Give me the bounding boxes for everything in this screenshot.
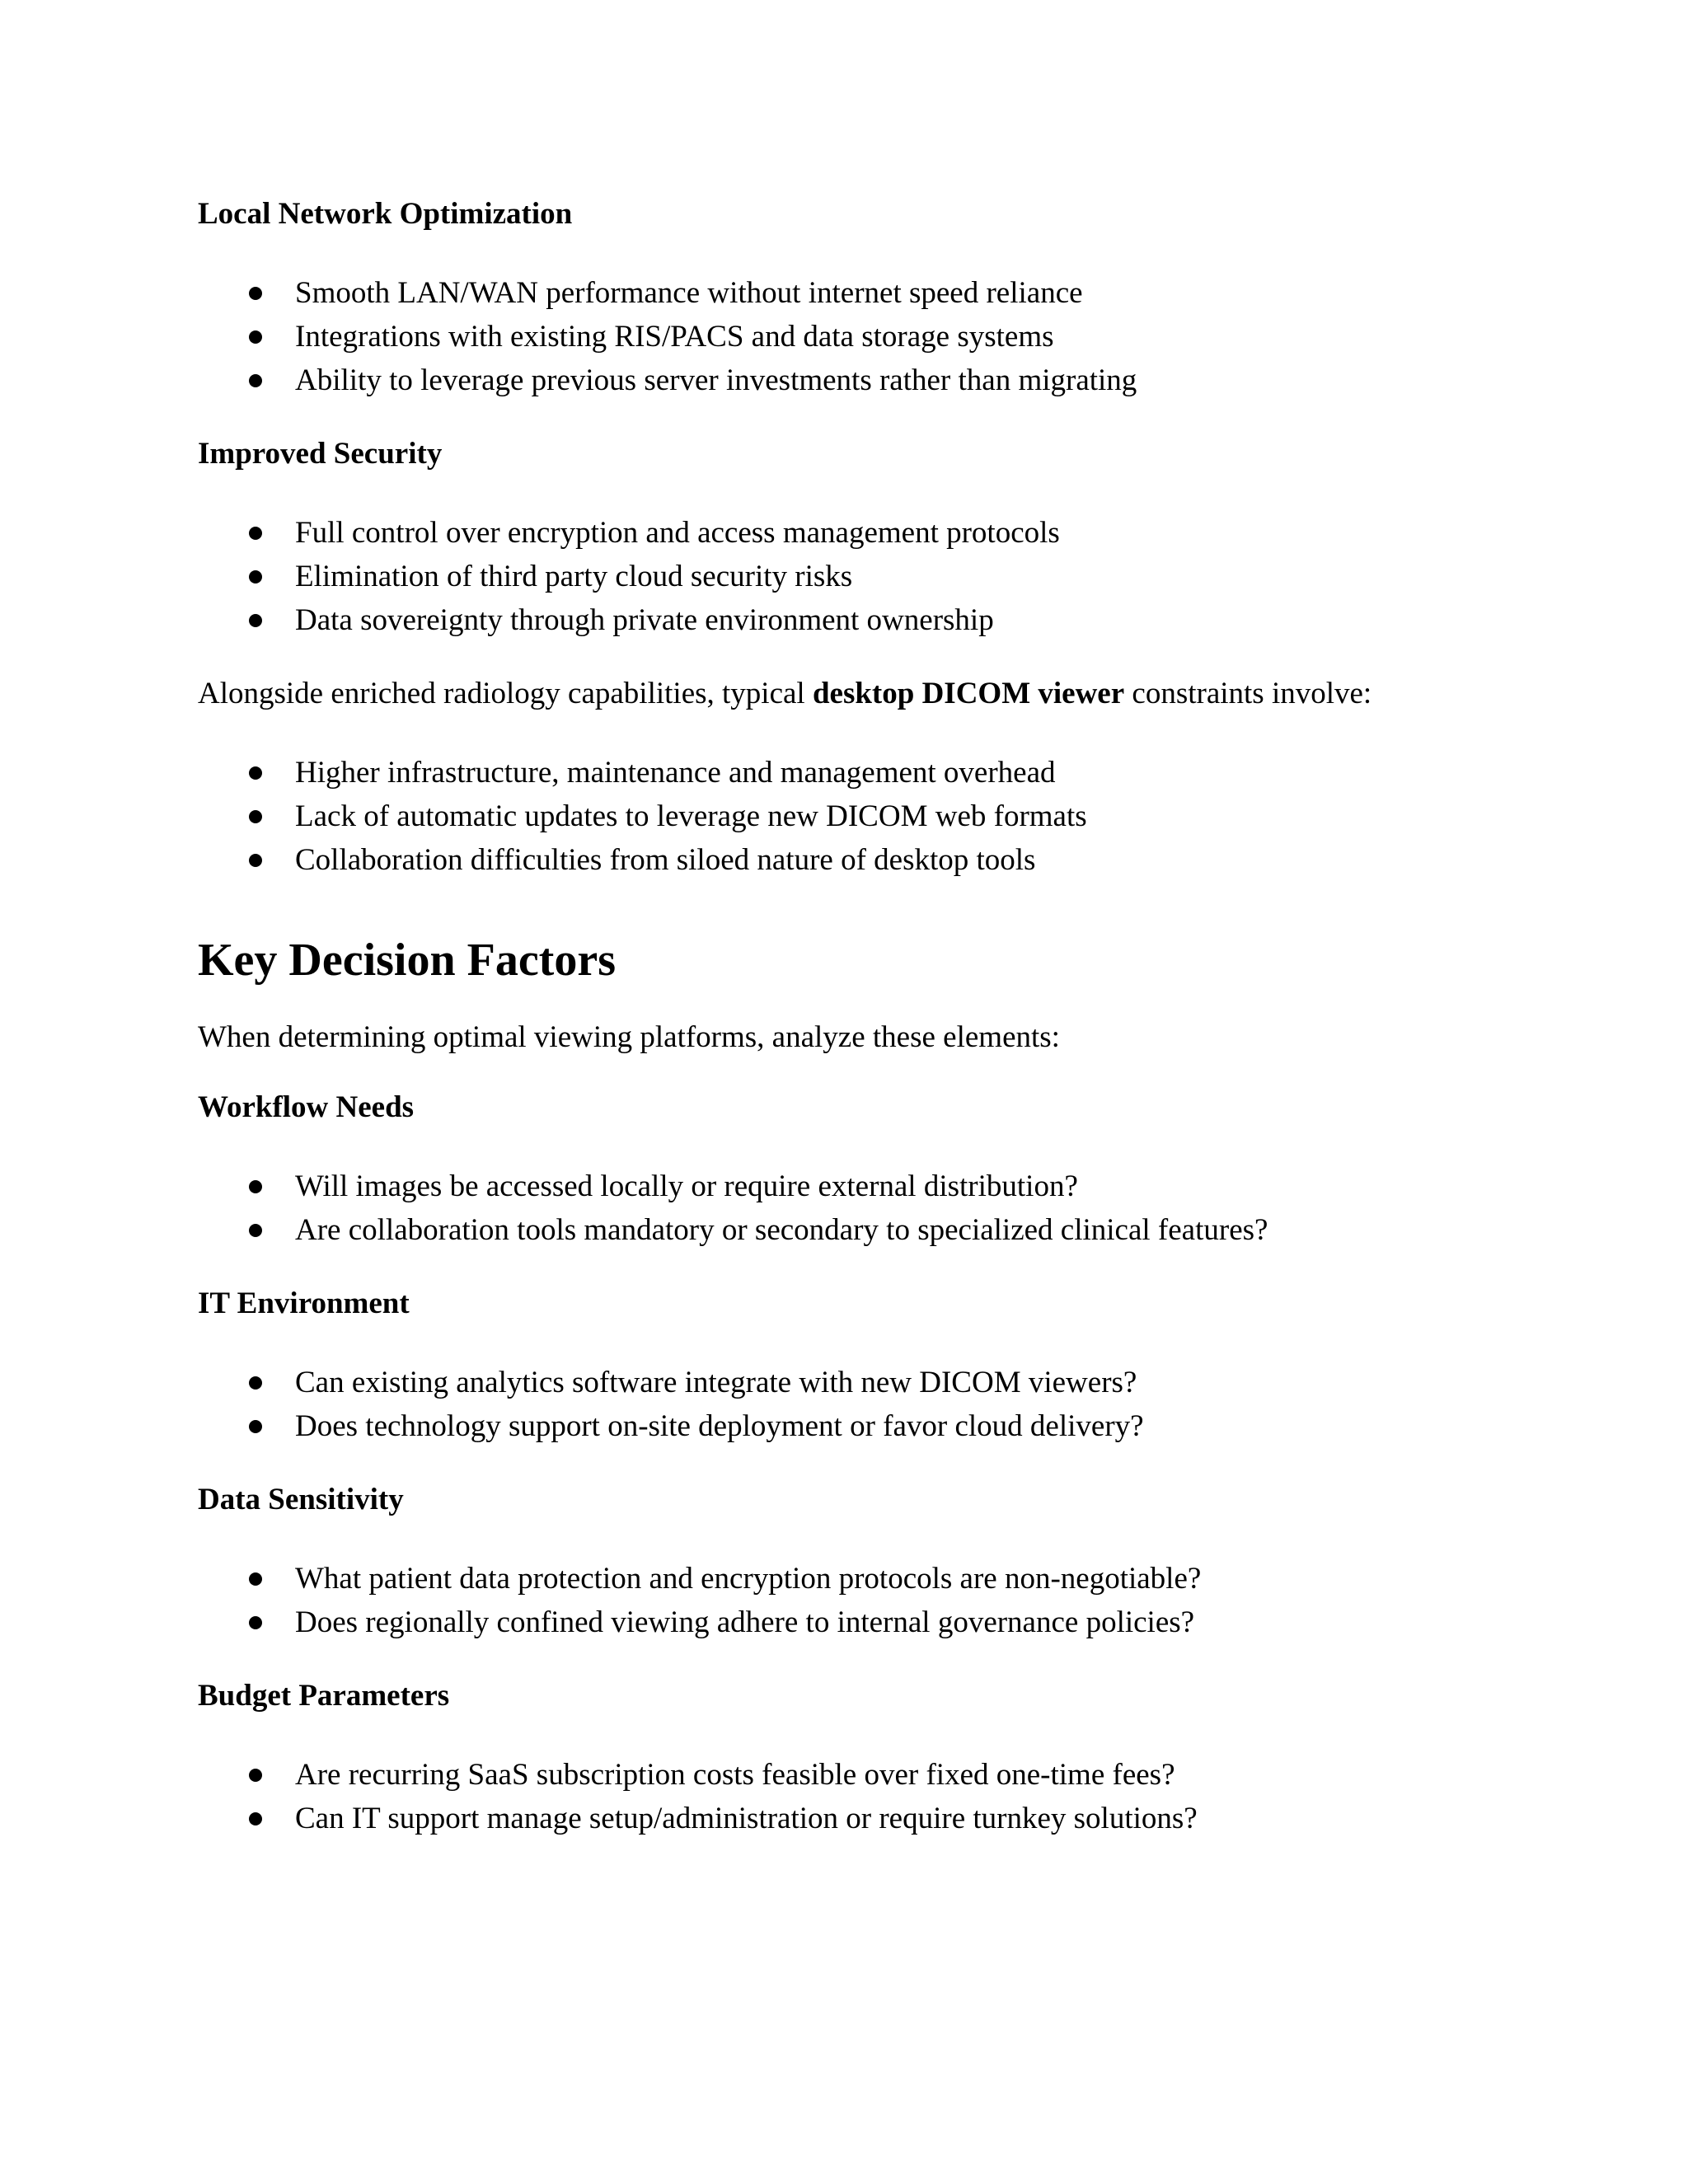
list-item [198, 315, 1599, 359]
document-page [198, 196, 1599, 1840]
bullet-icon [249, 810, 262, 823]
list-item-text: Smooth LAN/WAN performance without internet speed reliance [295, 276, 1083, 310]
bullet-icon [249, 1420, 262, 1433]
list-item [198, 359, 1599, 402]
list-item-text: Higher infrastructure, maintenance and management overhead [295, 756, 1056, 790]
bullet-icon [249, 1224, 262, 1237]
list-item-text: Integrations with existing RIS/PACS and data storage systems [295, 320, 1054, 354]
list-item-text: Does regionally confined viewing adhere to internal governance policies? [295, 1605, 1195, 1639]
list-item [198, 751, 1599, 794]
list-item-text: Data sovereignty through private environment ownership [295, 603, 994, 637]
list-item-text: Will images be accessed locally or require external distribution? [295, 1169, 1078, 1203]
bullet-icon [249, 527, 262, 540]
list-item-text: Does technology support on-site deployment or favor cloud delivery? [295, 1409, 1144, 1443]
bullet-icon [249, 330, 262, 344]
bullet-list-workflow-needs [198, 1165, 1599, 1252]
bullet-icon [249, 1572, 262, 1586]
bullet-icon [249, 1769, 262, 1782]
section-heading-improved-security: Improved Security [198, 437, 443, 471]
list-item-text: Are collaboration tools mandatory or secondary to specialized clinical features? [295, 1213, 1268, 1247]
bullet-icon [249, 1812, 262, 1825]
list-item-text: Collaboration difficulties from siloed nature of desktop tools [295, 843, 1036, 877]
list-item-text: Elimination of third party cloud security risks [295, 560, 853, 593]
list-item [198, 555, 1599, 598]
bullet-list-improved-security [198, 511, 1599, 642]
page-title-key-decision-factors: Key Decision Factors [198, 935, 616, 986]
list-item [198, 271, 1599, 315]
constraints-intro-paragraph [198, 676, 1599, 712]
bullet-icon [249, 614, 262, 627]
list-item-text: Ability to leverage previous server investments rather than migrating [295, 363, 1137, 397]
list-item [198, 1361, 1599, 1404]
list-item-text: Can existing analytics software integrate with new DICOM viewers? [295, 1366, 1137, 1399]
bullet-icon [249, 766, 262, 780]
section-heading-budget-parameters: Budget Parameters [198, 1679, 450, 1713]
list-item [198, 511, 1599, 555]
list-item [198, 1797, 1599, 1840]
bullet-list-local-network [198, 271, 1599, 402]
bullet-list-it-environment [198, 1361, 1599, 1448]
bullet-icon [249, 1376, 262, 1390]
list-item-text: Are recurring SaaS subscription costs feasible over fixed one-time fees? [295, 1758, 1175, 1792]
list-item [198, 1601, 1599, 1644]
section-heading-it-environment: IT Environment [198, 1286, 410, 1320]
bullet-list-constraints [198, 751, 1599, 882]
bullet-icon [249, 854, 262, 867]
section-heading-local-network: Local Network Optimization [198, 197, 573, 231]
list-item-text: What patient data protection and encryption protocols are non-negotiable? [295, 1562, 1202, 1596]
key-decision-intro: When determining optimal viewing platforms, analyze these elements: [198, 1020, 1060, 1054]
bullet-list-budget-parameters [198, 1753, 1599, 1840]
constraints-intro-after: constraints involve: [1124, 677, 1372, 710]
section-heading-workflow-needs: Workflow Needs [198, 1090, 415, 1124]
list-item-text: Full control over encryption and access management protocols [295, 516, 1060, 550]
bullet-icon [249, 1616, 262, 1629]
bullet-icon [249, 570, 262, 583]
constraints-intro-before: Alongside enriched radiology capabilities, typical [198, 677, 813, 710]
list-item [198, 598, 1599, 642]
section-heading-data-sensitivity: Data Sensitivity [198, 1483, 404, 1516]
bullet-icon [249, 287, 262, 300]
list-item-text: Lack of automatic updates to leverage new DICOM web formats [295, 799, 1087, 833]
bullet-list-data-sensitivity [198, 1557, 1599, 1644]
list-item [198, 1557, 1599, 1601]
bullet-icon [249, 374, 262, 387]
list-item [198, 1165, 1599, 1208]
list-item-text: Can IT support manage setup/administration or require turnkey solutions? [295, 1802, 1198, 1835]
list-item [198, 794, 1599, 838]
list-item [198, 1404, 1599, 1448]
bullet-icon [249, 1180, 262, 1193]
list-item [198, 1753, 1599, 1797]
list-item [198, 1208, 1599, 1252]
list-item [198, 838, 1599, 882]
constraints-intro-bold: desktop DICOM viewer [812, 677, 1125, 710]
